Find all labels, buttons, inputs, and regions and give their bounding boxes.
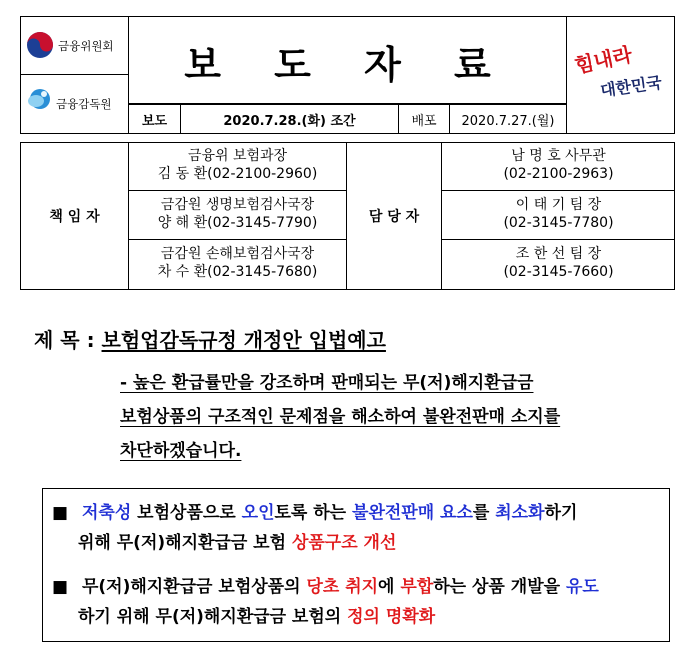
highlighted-text: 최소화 bbox=[495, 503, 545, 523]
summary-text: 무(저)해지환급금 보험상품의 bbox=[81, 577, 307, 597]
contact-name: 남 명 호 사무관 bbox=[511, 148, 606, 164]
responsible-dept: 금감원 손해보험검사국장 bbox=[160, 246, 315, 262]
summary-text: 토록 하는 bbox=[274, 503, 353, 523]
embargo-label: 보도 bbox=[141, 114, 168, 129]
summary-text: 를 bbox=[472, 503, 496, 523]
highlighted-text: 저축성 bbox=[81, 503, 132, 523]
responsible-person-3 bbox=[129, 245, 346, 281]
responsible-dept: 금융위 보험과장 bbox=[187, 148, 288, 164]
highlighted-text: 유도 bbox=[565, 577, 599, 597]
responsible-name-phone: 차 수 환(02-3145-7680) bbox=[157, 264, 318, 280]
summary-item-2-line-2 bbox=[78, 606, 435, 628]
highlighted-text: 부합 bbox=[400, 577, 434, 597]
taegeuk-icon bbox=[26, 31, 54, 59]
contact-label: 담 당 자 bbox=[368, 209, 420, 225]
responsible-person-2 bbox=[129, 196, 346, 232]
contact-person-2 bbox=[442, 196, 675, 232]
responsible-name-phone: 양 해 환(02-3145-7790) bbox=[157, 215, 318, 231]
contact-person-1 bbox=[442, 147, 675, 183]
summary-text: 하는 상품 개발을 bbox=[433, 577, 566, 597]
summary-item-1-line-2 bbox=[78, 532, 396, 554]
highlighted-text: 정의 명확화 bbox=[347, 607, 436, 627]
highlighted-text: 오인 bbox=[241, 503, 275, 523]
subject-heading bbox=[34, 324, 386, 353]
bullet-icon: ■ bbox=[52, 503, 69, 523]
contact-name: 조 한 선 팀 장 bbox=[515, 246, 602, 262]
release-label: 배포 bbox=[411, 114, 437, 129]
contact-phone: (02-2100-2963) bbox=[503, 166, 614, 182]
slogan-part-1: 힘내라 bbox=[572, 42, 635, 78]
subject-title: 보험업감독규정 개정안 입법예고 bbox=[101, 328, 386, 352]
highlighted-text: 상품구조 개선 bbox=[291, 533, 397, 553]
document-title: 보 도 자 료 bbox=[184, 43, 511, 87]
responsible-name-phone: 김 동 환(02-2100-2960) bbox=[157, 166, 318, 182]
highlighted-text: 당초 취지 bbox=[306, 577, 379, 597]
summary-item-2-line-1 bbox=[52, 576, 599, 598]
fss-emblem-icon bbox=[26, 88, 52, 110]
contact-person-3 bbox=[442, 245, 675, 281]
contact-phone: (02-3145-7780) bbox=[503, 215, 614, 231]
subtitle-line-2: 보험상품의 구조적인 문제점을 해소하여 불완전판매 소지를 bbox=[120, 407, 561, 427]
fsc-logo bbox=[26, 31, 124, 61]
summary-text: 에 bbox=[378, 577, 401, 597]
summary-text: 보험상품으로 bbox=[131, 503, 242, 523]
subtitle-line-1: - 높은 환급률만을 강조하며 판매되는 무(저)해지환급금 bbox=[120, 373, 534, 393]
responsible-dept: 금감원 생명보험검사국장 bbox=[160, 197, 315, 213]
highlighted-text: 불완전판매 요소 bbox=[352, 503, 473, 523]
responsible-label: 책 임 자 bbox=[49, 209, 100, 225]
fss-name: 금융감독원 bbox=[56, 97, 112, 111]
slogan-part-2: 대한민국 bbox=[599, 72, 663, 101]
summary-text: 하기 위해 무(저)해지환급금 보험의 bbox=[78, 607, 348, 627]
contact-name: 이 태 기 팀 장 bbox=[515, 197, 602, 213]
summary-item-1-line-1 bbox=[52, 502, 577, 524]
fsc-name: 금융위원회 bbox=[58, 39, 114, 53]
contact-phone: (02-3145-7660) bbox=[503, 264, 614, 280]
summary-text: 하기 bbox=[544, 503, 578, 523]
bullet-icon: ■ bbox=[52, 577, 69, 597]
slogan-logo bbox=[570, 30, 670, 110]
summary-text: 위해 무(저)해지환급금 보험 bbox=[78, 533, 292, 553]
subject-label: 제 목 : bbox=[34, 328, 102, 352]
release-date: 2020.7.27.(월) bbox=[461, 114, 555, 129]
embargo-date: 2020.7.28.(화) 조간 bbox=[223, 114, 356, 129]
responsible-person-1 bbox=[129, 147, 346, 183]
fss-logo bbox=[26, 88, 124, 114]
subtitle-line-3: 차단하겠습니다. bbox=[120, 441, 242, 461]
